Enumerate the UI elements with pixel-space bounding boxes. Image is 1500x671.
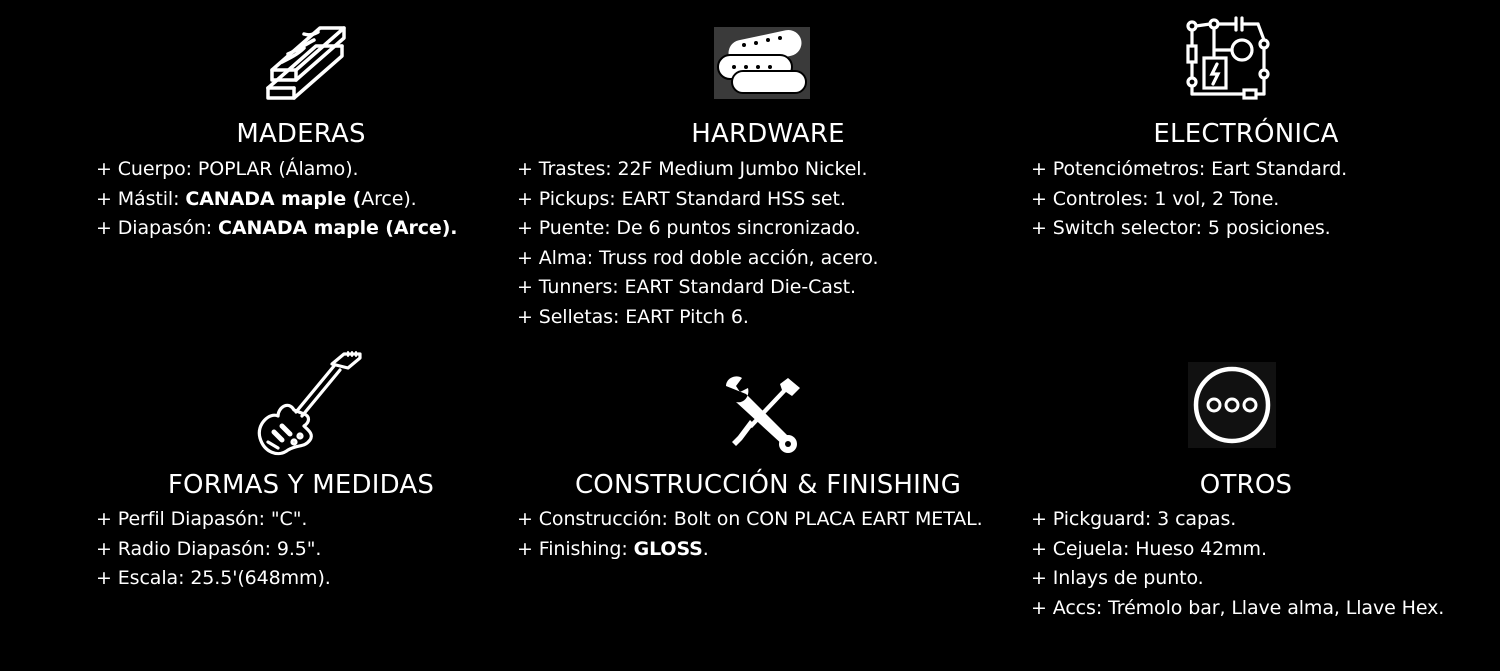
- spec-list: [96, 505, 331, 594]
- list-item: + Cejuela: Hueso 42mm.: [1031, 537, 1267, 560]
- spec-list: [96, 155, 457, 244]
- list-item: + Puente: De 6 puntos sincronizado.: [517, 217, 861, 240]
- section-title: CONSTRUCCIÓN & FINISHING: [574, 470, 962, 500]
- wood-planks-icon: [258, 20, 350, 106]
- section-title: HARDWARE: [691, 119, 845, 149]
- spec-list: [517, 155, 878, 333]
- list-item: + Selletas: EART Pitch 6.: [517, 305, 749, 328]
- section-title: OTROS: [1199, 470, 1293, 500]
- list-item: + Construcción: Bolt on CON PLACA EART METAL.: [517, 508, 983, 530]
- section-title: FORMAS Y MEDIDAS: [167, 470, 435, 500]
- list-item: + Finishing: GLOSS.: [517, 537, 709, 560]
- more-dots-icon: [1188, 362, 1276, 448]
- list-item: + Inlays de punto.: [1031, 567, 1204, 590]
- list-item: + Radio Diapasón: 9.5".: [96, 537, 322, 560]
- list-item: + Diapasón: CANADA maple (Arce).: [96, 217, 458, 240]
- list-item: + Pickguard: 3 capas.: [1031, 508, 1237, 530]
- list-item: + Accs: Trémolo bar, Llave alma, Llave Hex.: [1031, 596, 1445, 619]
- list-item: + Trastes: 22F Medium Jumbo Nickel.: [517, 158, 868, 180]
- list-item: + Cuerpo: POPLAR (Álamo).: [96, 158, 359, 180]
- section-title: ELECTRÓNICA: [1153, 119, 1339, 149]
- wrench-screwdriver-icon: [722, 374, 804, 454]
- section-title: MADERAS: [236, 119, 366, 149]
- list-item: + Switch selector: 5 posiciones.: [1031, 217, 1331, 240]
- list-item: + Pickups: EART Standard HSS set.: [517, 187, 846, 210]
- spec-list: [1031, 155, 1347, 244]
- spec-list: [517, 505, 983, 564]
- list-item: + Perfil Diapasón: "C".: [96, 508, 308, 530]
- circuit-icon: [1184, 16, 1274, 104]
- spec-list: [1031, 505, 1444, 623]
- list-item: + Controles: 1 vol, 2 Tone.: [1031, 187, 1280, 210]
- list-item: + Tunners: EART Standard Die-Cast.: [517, 276, 856, 299]
- list-item: + Mástil: CANADA maple (Arce).: [96, 187, 417, 210]
- list-item: + Escala: 25.5'(648mm).: [96, 567, 331, 590]
- electric-guitar-icon: [248, 350, 364, 462]
- list-item: + Alma: Truss rod doble acción, acero.: [517, 246, 879, 269]
- list-item: + Potenciómetros: Eart Standard.: [1031, 158, 1348, 180]
- pickups-icon: [714, 27, 810, 99]
